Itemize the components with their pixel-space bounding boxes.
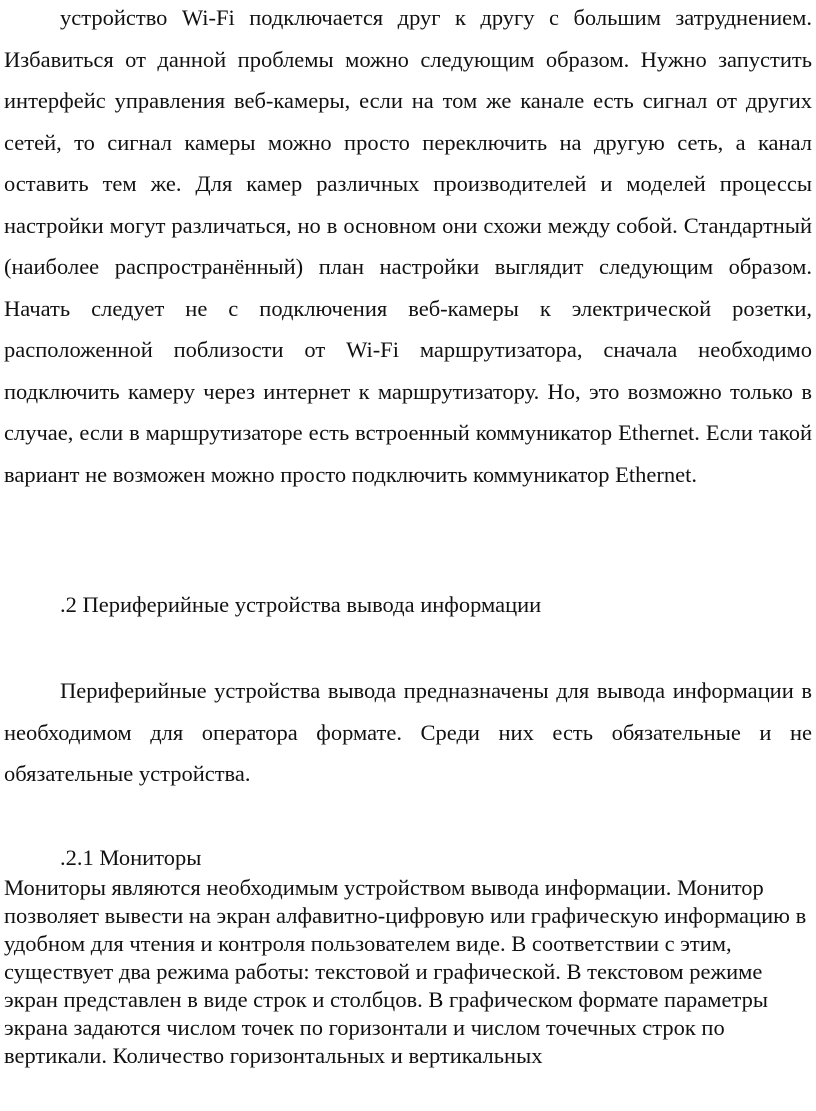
section-heading-2-1: .2.1 Мониторы bbox=[60, 845, 202, 870]
section-heading-2: .2 Периферийные устройства вывода информации bbox=[60, 592, 542, 617]
body-paragraph-1: устройство Wi-Fi подключается друг к другу с большим затруднением. Избавиться от данной проблемы можно следующим образом. Нужно запустить интерфейс управления веб-камеры, если на том же канале есть сигнал от других сетей, то сигнал камеры можно просто переключить на другую сеть, а канал оставить тем же. Для камер различных производителей и моделей процессы настройки могут различаться, но в основном они схожи между собой. Стандартный (наиболее распространённый) план настройки выглядит следующим образом. Начать следует не с подключения веб-камеры к электрической розетки, расположенной поблизости от Wi-Fi маршрутизатора, сначала необходимо подключить камеру через интернет к маршрутизатору. Но, это возможно только в случае, если в маршрутизаторе есть встроенный коммуникатор Ethernet. Если такой вариант не возможен можно просто подключить коммуникатор Ethernet. bbox=[4, 5, 812, 487]
body-paragraph-2: Периферийные устройства вывода предназначены для вывода информации в необходимом для оператора формате. Среди них есть обязательные и не обязательные устройства. bbox=[4, 678, 812, 786]
body-paragraph-3: Мониторы являются необходимым устройством вывода информации. Монитор позволяет вывести на экран алфавитно-цифровую или графическую информацию в удобном для чтения и контроля пользователем виде. В соответствии с этим, существует два режима работы: текстовой и графической. В текстовом режиме экран представлен в виде строк и столбцов. В графическом формате параметры экрана задаются числом точек по горизонтали и числом точечных строк по вертикали. Количество горизонтальных и вертикальных bbox=[4, 875, 807, 1068]
